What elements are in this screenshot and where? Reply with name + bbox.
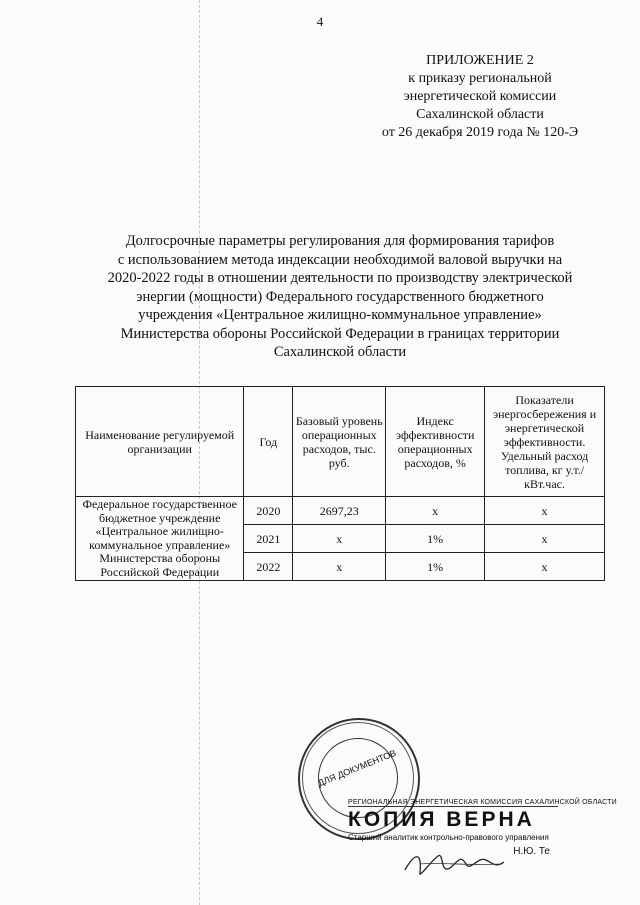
copy-stamp-title: КОПИЯ ВЕРНА	[348, 808, 535, 831]
appendix-line: к приказу региональной	[408, 71, 552, 86]
base-level-cell: x	[293, 553, 386, 581]
appendix-line: энергетической комиссии	[403, 89, 557, 104]
organization-cell: Федеральное государственное бюджетное учреждение «Центральное жилищно-коммунальное управление» Министерства обороны Российской Федерации	[76, 497, 244, 581]
header-organization: Наименование регулируемой организации	[76, 387, 244, 497]
indicators-cell: x	[485, 525, 605, 553]
copy-stamp-name: Н.Ю. Те	[513, 846, 550, 857]
header-efficiency-index: Индекс эффективности операционных расходов, %	[386, 387, 485, 497]
handwritten-signature	[400, 842, 510, 882]
title-line: учреждения «Центральное жилищно-коммунальное управление»	[138, 307, 542, 323]
base-level-cell: x	[293, 525, 386, 553]
copy-stamp-organization: РЕГИОНАЛЬНАЯ ЭНЕРГЕТИЧЕСКАЯ КОМИССИЯ САХАЛИНСКОЙ ОБЛАСТИ	[348, 799, 617, 806]
title-line: Долгосрочные параметры регулирования для формирования тарифов	[125, 233, 555, 249]
index-cell: 1%	[386, 525, 485, 553]
header-year: Год	[244, 387, 293, 497]
seal-for-documents: ДЛЯ ДОКУМЕНТОВ	[316, 747, 398, 789]
appendix-header	[360, 52, 600, 142]
title-line: Сахалинской области	[273, 344, 407, 360]
copy-stamp-position: Старший аналитик контрольно-правового управления	[348, 833, 549, 842]
document-title	[60, 232, 620, 362]
title-line: 2020-2022 годы в отношении деятельности по производству электрической	[107, 270, 573, 286]
header-base-level: Базовый уровень операционных расходов, тыс. руб.	[293, 387, 386, 497]
index-cell: 1%	[386, 553, 485, 581]
header-energy-indicators: Показатели энергосбережения и энергетической эффективности. Удельный расход топлива, кг у.т./кВт.час.	[485, 387, 605, 497]
appendix-line: Сахалинской области	[416, 107, 544, 122]
appendix-line: ПРИЛОЖЕНИЕ 2	[426, 53, 534, 68]
title-line: с использованием метода индексации необходимой валовой выручки на	[117, 251, 563, 268]
parameters-table	[75, 386, 605, 581]
year-cell: 2020	[244, 497, 293, 525]
page-number: 4	[316, 14, 324, 29]
indicators-cell: x	[485, 497, 605, 525]
index-cell: x	[386, 497, 485, 525]
year-cell: 2022	[244, 553, 293, 581]
table-row	[76, 497, 605, 525]
indicators-cell: x	[485, 553, 605, 581]
year-cell: 2021	[244, 525, 293, 553]
appendix-line: от 26 декабря 2019 года № 120-Э	[381, 125, 579, 140]
title-line: Министерства обороны Российской Федерации в границах территории	[120, 325, 560, 342]
table-header-row	[76, 387, 605, 497]
base-level-cell: 2697,23	[293, 497, 386, 525]
title-line: энергии (мощности) Федерального государственного бюджетного	[136, 288, 544, 305]
